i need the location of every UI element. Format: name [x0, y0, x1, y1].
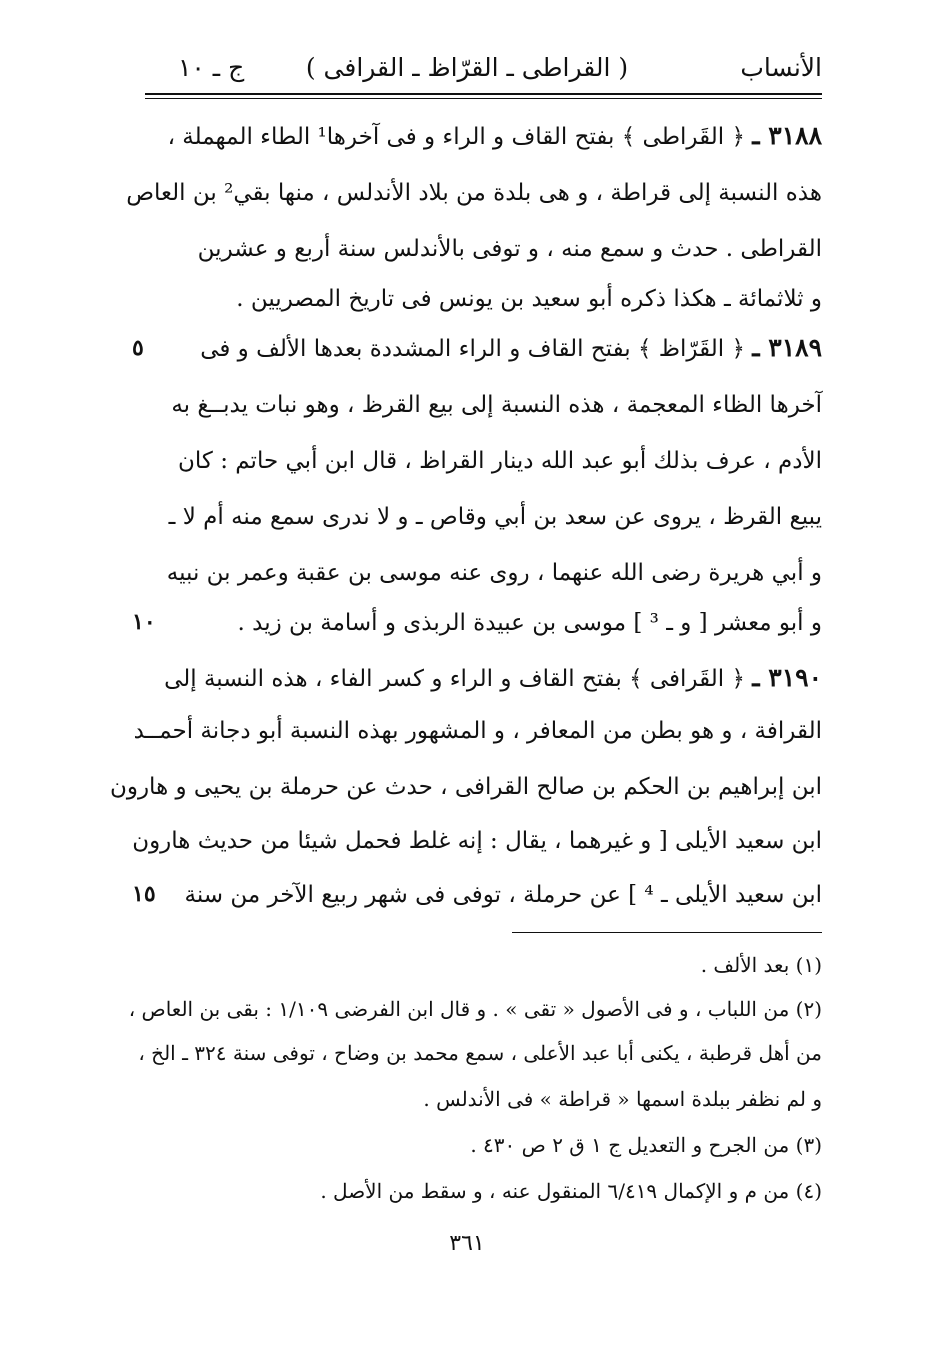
- page-number: ٣٦١: [449, 1231, 485, 1256]
- running-header-entries: ( القراطى ـ القرّاظ ـ القرافى ): [305, 53, 629, 82]
- body-line: [172, 276, 822, 320]
- line-text: و أبي هريرة رضى الله عنهما ، روى عنه موسى بن عقبة وعمر بن نبيه: [166, 560, 822, 586]
- header-rule-thin: [145, 98, 822, 99]
- line-text: القرافة ، و هو بطن من المعافر ، و المشهور بهذه النسبة أبو دجانة أحمــد: [133, 718, 822, 744]
- footnote-line: (٣) من الجرح و التعديل ج ١ ق ٢ ص ٤٣٠ .: [470, 1133, 822, 1157]
- running-header-volume: ج ـ ١٠: [178, 53, 245, 82]
- line-marker: ١٥: [132, 881, 156, 907]
- footnote-line: (٢) من اللباب ، و فى الأصول « تقى » . و قال ابن الفرضى ١/١٠٩ : بقى بن العاص ،: [128, 997, 822, 1021]
- body-line: [166, 550, 822, 594]
- body-line: [172, 226, 822, 270]
- body-line: [126, 170, 822, 214]
- line-text: ﴿ القَراطى ﴾ بفتح القاف و الراء و فى آخرها¹ الطاء المهملة ،: [167, 124, 745, 150]
- body-line: [168, 494, 822, 538]
- entry-number: ٣١٩٠ ـ: [752, 663, 822, 692]
- running-header-title: الأنساب: [740, 53, 822, 82]
- body-line: [172, 382, 822, 426]
- line-text: آخرها الظاء المعجمة ، هذه النسبة إلى بيع القرظ ، وهو نبات يدبــغ به: [171, 392, 822, 418]
- line-text: و ثلاثمائة ـ هكذا ذكره أبو سعيد بن يونس فى تاريخ المصريين .: [236, 286, 822, 312]
- footnote-separator: [512, 932, 822, 933]
- body-line: [109, 764, 822, 808]
- entry-number: ٣١٨٩ ـ: [752, 333, 822, 362]
- line-text: ابن سعيد الأيلى [ و غيرهما ، يقال : إنه غلط فحمل شيئا من حديث هارون: [132, 828, 822, 854]
- body-line: [172, 600, 822, 644]
- line-text: ﴿ القَرافى ﴾ بفتح القاف و الراء و كسر الفاء ، هذه النسبة إلى: [164, 666, 745, 692]
- footnote-line: من أهل قرطبة ، يكنى أبا عبد الأعلى ، سمع محمد بن وضاح ، توفى سنة ٣٢٤ ـ الخ ،: [138, 1041, 822, 1065]
- line-text: ابن سعيد الأيلى ـ ⁴ ] عن حرملة ، توفى فى شهر ربيع الآخر من سنة: [184, 882, 822, 908]
- line-marker: ٥: [132, 335, 144, 361]
- line-text: ﴿ القَرّاظ ﴾ بفتح القاف و الراء المشددة بعدها الألف و فى: [200, 336, 745, 362]
- line-text: الأدم ، عرف بذلك أبو عبد الله دينار القراظ ، قال ابن أبي حاتم : كان: [178, 448, 822, 474]
- body-line: [132, 818, 822, 862]
- body-line: [172, 438, 822, 482]
- line-text: يبيع القرظ ، يروى عن سعد بن أبي وقاص ـ و لا ندرى سمع منه أم لا ـ: [168, 504, 822, 530]
- entry-number: ٣١٨٨ ـ: [752, 121, 822, 150]
- line-text: و أبو معشر [ و ـ ³ ] موسى بن عبيدة الربذى و أسامة بن زيد .: [237, 610, 822, 636]
- footnote-line: و لم نظفر ببلدة اسمها « قراطة » فى الأندلس .: [423, 1087, 822, 1111]
- body-line: [167, 114, 822, 158]
- body-line: [172, 326, 822, 370]
- line-marker: ١٠: [132, 609, 156, 635]
- footnote-line: (١) بعد الألف .: [700, 953, 822, 977]
- footnote-line: (٤) من م و الإكمال ٦/٤١٩ المنقول عنه ، و سقط من الأصل .: [320, 1179, 822, 1203]
- line-text: القراطى . حدث و سمع منه ، و توفى بالأندلس سنة أربع و عشرين: [197, 236, 822, 262]
- header-rule-thick: [145, 93, 822, 95]
- body-line: [172, 872, 822, 916]
- line-text: هذه النسبة إلى قراطة ، و هى بلدة من بلاد الأندلس ، منها بقي² بن العاص: [126, 180, 822, 206]
- body-line: [164, 656, 822, 700]
- line-text: ابن إبراهيم بن الحكم بن صالح القرافى ، حدث عن حرملة بن يحيى و هارون: [109, 774, 822, 800]
- body-line: [133, 708, 822, 752]
